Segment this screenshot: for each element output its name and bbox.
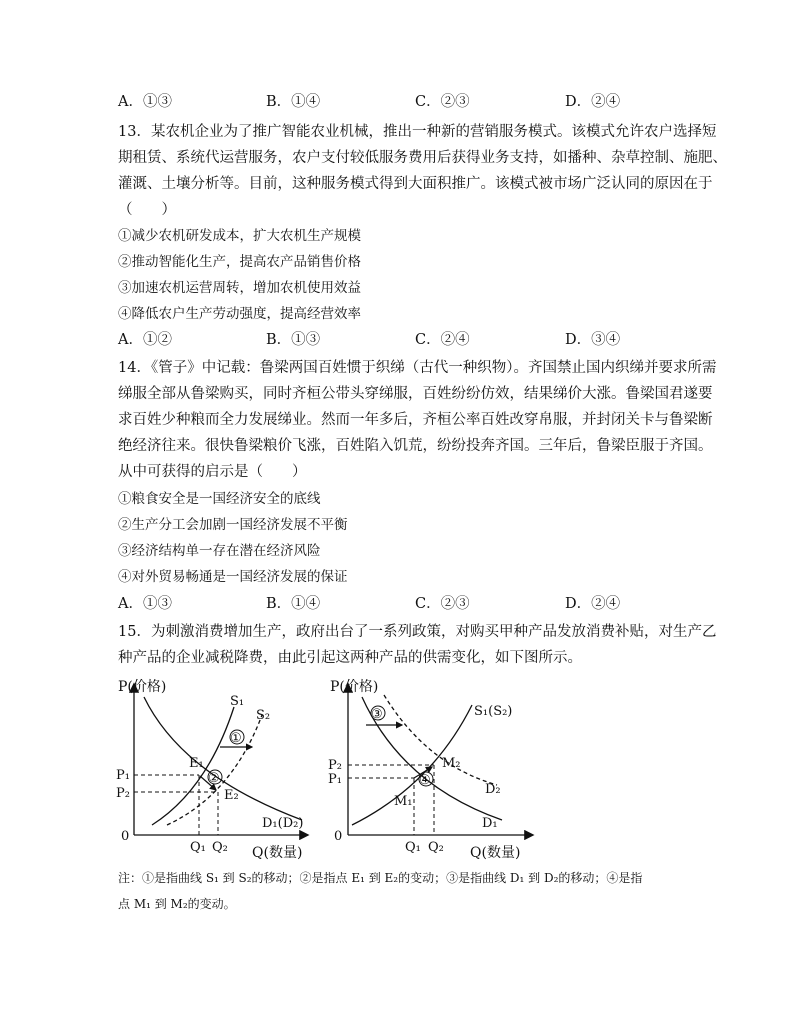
q14-item: ④对外贸易畅通是一国经济发展的保证	[118, 569, 348, 585]
q14-item: ①粮食安全是一国经济安全的底线	[118, 491, 321, 507]
d1-label: D₁	[482, 816, 498, 831]
s-label: S₁(S₂)	[474, 704, 513, 719]
q14-stem-line: 绨服全部从鲁梁购买，同时齐桓公带头穿绨服，百姓纷纷仿效，结果绨价大涨。鲁梁国君遂要	[118, 386, 713, 402]
q13-item: ③加速农机运营周转，增加农机使用效益	[118, 280, 361, 296]
q15-stem-line: 15．为刺激消费增加生产，政府出台了一系列政策，对购买甲种产品发放消费补贴，对生产乙	[118, 624, 717, 640]
q14-stem-line: 从中可获得的启示是（ ）	[118, 464, 307, 480]
q14-stem-line: 求百姓少种粮而全力发展绨业。然而一年多后，齐桓公率百姓改穿帛服，并封闭关卡与鲁梁断	[118, 412, 713, 428]
demand-label: D₁(D₂)	[262, 816, 304, 831]
q13-option-a[interactable]: A．①②	[118, 332, 172, 348]
demand-shift-graph	[322, 675, 552, 865]
q14-option-a[interactable]: A．①③	[118, 596, 172, 612]
q14-item: ②生产分工会加剧一国经济发展不平衡	[118, 517, 348, 533]
q14-option-b[interactable]: B．①④	[266, 596, 321, 612]
q15-stem-line: 种产品的企业减税降费，由此引起这两种产品的供需变化，如下图所示。	[118, 650, 582, 666]
q1-label: Q₁	[405, 840, 421, 855]
origin-label: 0	[334, 829, 343, 844]
q14-item: ③经济结构单一存在潜在经济风险	[118, 543, 321, 559]
q13-stem-line: 期租赁、系统代运营服务，农户支付较低服务费用后获得业务支持，如播种、杂草控制、施肥、	[118, 150, 727, 166]
q12-option-d[interactable]: D．②④	[565, 94, 621, 110]
q13-item: ②推动智能化生产，提高农产品销售价格	[118, 254, 361, 270]
q14-option-c[interactable]: C．②③	[415, 596, 470, 612]
q14-option-d[interactable]: D．②④	[565, 596, 621, 612]
q12-option-a[interactable]: A．①③	[118, 94, 172, 110]
origin-label: 0	[121, 829, 130, 844]
q13-item: ①减少农机研发成本，扩大农机生产规模	[118, 228, 361, 244]
p2-label: P₂	[328, 758, 342, 773]
m1-label: M₁	[394, 794, 413, 809]
q12-option-c[interactable]: C．②③	[415, 94, 470, 110]
y-axis-label: P(价格)	[118, 679, 167, 695]
shift-mark: ③	[371, 707, 383, 722]
q1-label: Q₁	[190, 840, 206, 855]
demand-curve-d1	[144, 697, 302, 820]
s1-label: S₁	[230, 694, 245, 709]
q13-option-c[interactable]: C．②④	[415, 332, 470, 348]
p2-label: P₂	[116, 786, 130, 801]
q2-label: Q₂	[428, 840, 444, 855]
d2-label: D₂	[485, 782, 501, 797]
q13-stem-line: （ ）	[118, 202, 176, 218]
q13-option-d[interactable]: D．③④	[565, 332, 621, 348]
p1-label: P₁	[328, 772, 342, 787]
q14-stem-line: 14．《管子》中记载：鲁梁两国百姓惯于织绨（古代一种织物）。齐国禁止国内织绨并要求所需	[118, 360, 717, 376]
x-axis-label: Q(数量)	[470, 845, 521, 861]
q13-stem-line: 灌溉、土壤分析等。目前，这种服务模式得到大面积推广。该模式被市场广泛认同的原因在于	[118, 176, 713, 192]
shift-mark: ①	[230, 731, 242, 746]
p1-label: P₁	[116, 768, 130, 783]
q15-note-line: 点 M₁ 到 M₂的变动。	[118, 897, 236, 911]
move-mark: ④	[419, 773, 431, 788]
e1-label: E₁	[189, 756, 204, 771]
q12-option-b[interactable]: B．①④	[266, 94, 321, 110]
x-axis-label: Q(数量)	[252, 845, 303, 861]
q13-option-b[interactable]: B．①③	[266, 332, 321, 348]
y-axis-label: P(价格)	[330, 679, 379, 695]
supply-shift-graph	[112, 675, 322, 865]
e2-label: E₂	[224, 788, 239, 803]
s2-label: S₂	[256, 708, 271, 723]
move-mark: ②	[208, 771, 220, 786]
q13-stem-line: 13．某农机企业为了推广智能农业机械，推出一种新的营销服务模式。该模式允许农户选择短	[118, 124, 717, 140]
q14-stem-line: 绝经济往来。很快鲁梁粮价飞涨，百姓陷入饥荒，纷纷投奔齐国。三年后，鲁梁臣服于齐国。	[118, 438, 713, 454]
q2-label: Q₂	[212, 840, 228, 855]
m2-label: M₂	[442, 756, 461, 771]
q13-item: ④降低农户生产劳动强度，提高经营效率	[118, 306, 361, 322]
q15-note-line: 注：①是指曲线 S₁ 到 S₂的移动；②是指点 E₁ 到 E₂的变动；③是指曲线 D₁ 到 D₂的移动；④是指	[118, 871, 643, 885]
